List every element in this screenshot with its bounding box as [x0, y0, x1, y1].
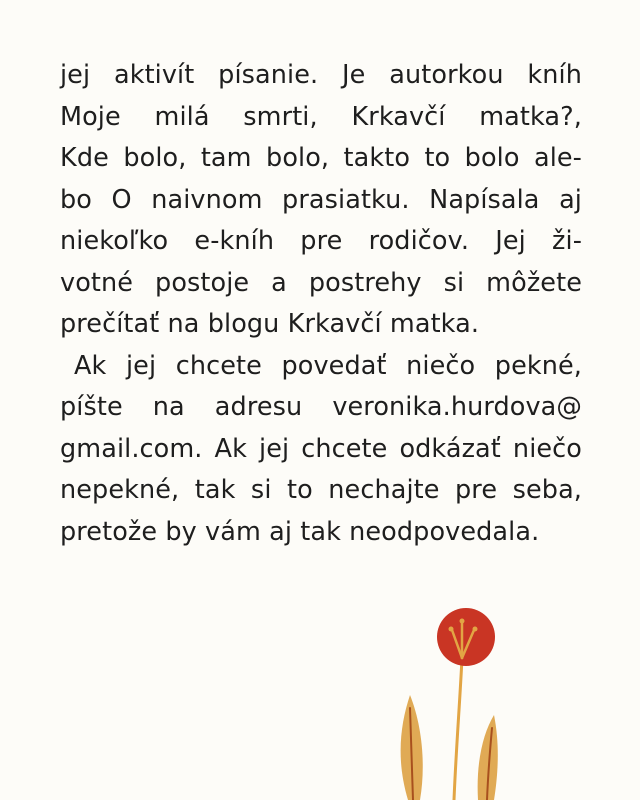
text-line: niekoľko e-kníh pre rodičov. Jej ži- — [60, 226, 582, 256]
flower-head-icon — [437, 608, 495, 666]
flower-stem — [454, 658, 462, 800]
flower-illustration — [380, 600, 520, 800]
text-line: Kde bolo, tam bolo, takto to bolo ale- — [60, 143, 582, 173]
text-line: nepekné, tak si to nechajte pre seba, — [60, 475, 582, 505]
text-line: pretože by vám aj tak neodpovedala. — [60, 516, 540, 547]
text-line: Ak jej chcete povedať niečo pekné, — [74, 350, 582, 381]
author-bio-text — [60, 55, 582, 553]
text-line: bo O naivnom prasiatku. Napísala aj — [60, 184, 582, 215]
text-line: votné postoje a postrehy si môžete — [60, 267, 582, 298]
text-line: prečítať na blogu Krkavčí matka. — [60, 309, 480, 339]
text-line: gmail.com. Ak jej chcete odkázať niečo — [60, 433, 582, 464]
text-line: Moje milá smrti, Krkavčí matka?, — [60, 101, 582, 132]
text-line: jej aktivít písanie. Je autorkou kníh — [60, 60, 582, 90]
text-line: píšte na adresu veronika.hurdova@ — [60, 392, 582, 422]
